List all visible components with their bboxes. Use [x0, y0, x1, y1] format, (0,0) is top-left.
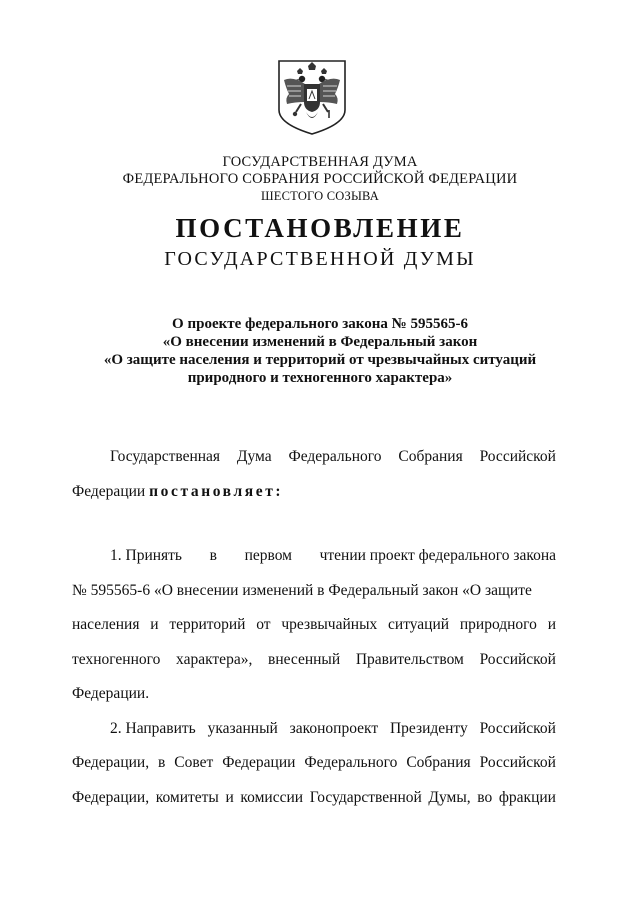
word: Правительством: [355, 650, 464, 668]
word: Совет: [174, 754, 214, 771]
word: Федерации,: [72, 754, 150, 771]
justified-line: [72, 539, 556, 574]
word: от: [256, 616, 271, 633]
word: Государственная: [110, 448, 221, 465]
word: чрезвычайных: [281, 616, 378, 633]
justified-line: [72, 781, 556, 816]
word: Федерации: [222, 754, 296, 771]
word: во: [477, 788, 493, 806]
subject-line: «О внесении изменений в Федеральный закон: [162, 334, 478, 350]
resolves-word: постановляет:: [149, 482, 284, 500]
subject-line: природного и техногенного характера»: [187, 370, 453, 386]
word: Государственной: [309, 788, 422, 806]
word: в: [209, 547, 217, 564]
word: комитеты: [155, 788, 219, 806]
word: Федерального: [288, 448, 382, 465]
resolution-body: [72, 440, 556, 815]
text-line: [72, 475, 556, 510]
word: характера»,: [176, 650, 253, 668]
justified-line: [72, 712, 556, 747]
header-line-duma: ГОСУДАРСТВЕННАЯ ДУМА: [222, 154, 418, 170]
word: комиссии: [240, 788, 304, 806]
word: чтении проект федерального закона: [319, 547, 556, 564]
word: Российской: [479, 754, 556, 771]
word: и: [225, 788, 234, 806]
word: Дума: [236, 448, 272, 465]
justified-line: [72, 440, 556, 475]
word: Российской: [479, 448, 556, 465]
justified-line: [72, 746, 556, 781]
word: 1. Принять: [110, 547, 183, 564]
document-title: ПОСТАНОВЛЕНИЕ: [175, 213, 465, 243]
word: и: [547, 616, 556, 633]
word: в: [158, 754, 166, 771]
text-line: № 595565-6 «О внесении изменений в Федеральный закон «О защите: [72, 581, 532, 599]
header-line-federal-assembly: ФЕДЕРАЛЬНОГО СОБРАНИЯ РОССИЙСКОЙ ФЕДЕРАЦИИ: [122, 171, 518, 187]
word: населения: [72, 616, 140, 633]
word: техногенного: [72, 650, 161, 668]
document-subtitle: ГОСУДАРСТВЕННОЙ ДУМЫ: [164, 248, 476, 270]
preamble-paragraph: [72, 440, 556, 509]
word: Собрания: [406, 754, 471, 771]
word: Федерации,: [72, 788, 150, 806]
word: и: [150, 616, 159, 633]
header-line-convocation: ШЕСТОГО СОЗЫВА: [260, 189, 380, 203]
word: природного: [459, 616, 537, 633]
justified-line: [72, 643, 556, 678]
justified-line: [72, 608, 556, 643]
word: Думы,: [428, 788, 471, 806]
item-2-paragraph: [72, 712, 556, 816]
subject-line: О проекте федерального закона № 595565-6: [172, 316, 468, 332]
word: территорий: [169, 616, 246, 633]
word: внесенный: [268, 650, 341, 668]
word: Российской: [479, 650, 556, 668]
word: первом: [244, 547, 292, 564]
word: Федерации: [72, 482, 150, 500]
word: Российской: [479, 719, 556, 737]
state-emblem-icon: [275, 58, 349, 136]
word: 2. Направить: [110, 719, 196, 737]
subject-line: «О защите населения и территорий от чрезвычайных ситуаций: [103, 352, 537, 368]
word: указанный: [207, 719, 278, 737]
word: Президенту: [389, 719, 468, 737]
text-line: Федерации.: [72, 685, 150, 702]
resolution-subject: [0, 315, 640, 387]
item-1-paragraph: [72, 539, 556, 712]
word: Федерального: [304, 754, 398, 771]
word: фракции: [498, 788, 556, 806]
word: законопроект: [289, 719, 379, 737]
word: ситуаций: [388, 616, 450, 633]
word: Собрания: [398, 448, 463, 465]
